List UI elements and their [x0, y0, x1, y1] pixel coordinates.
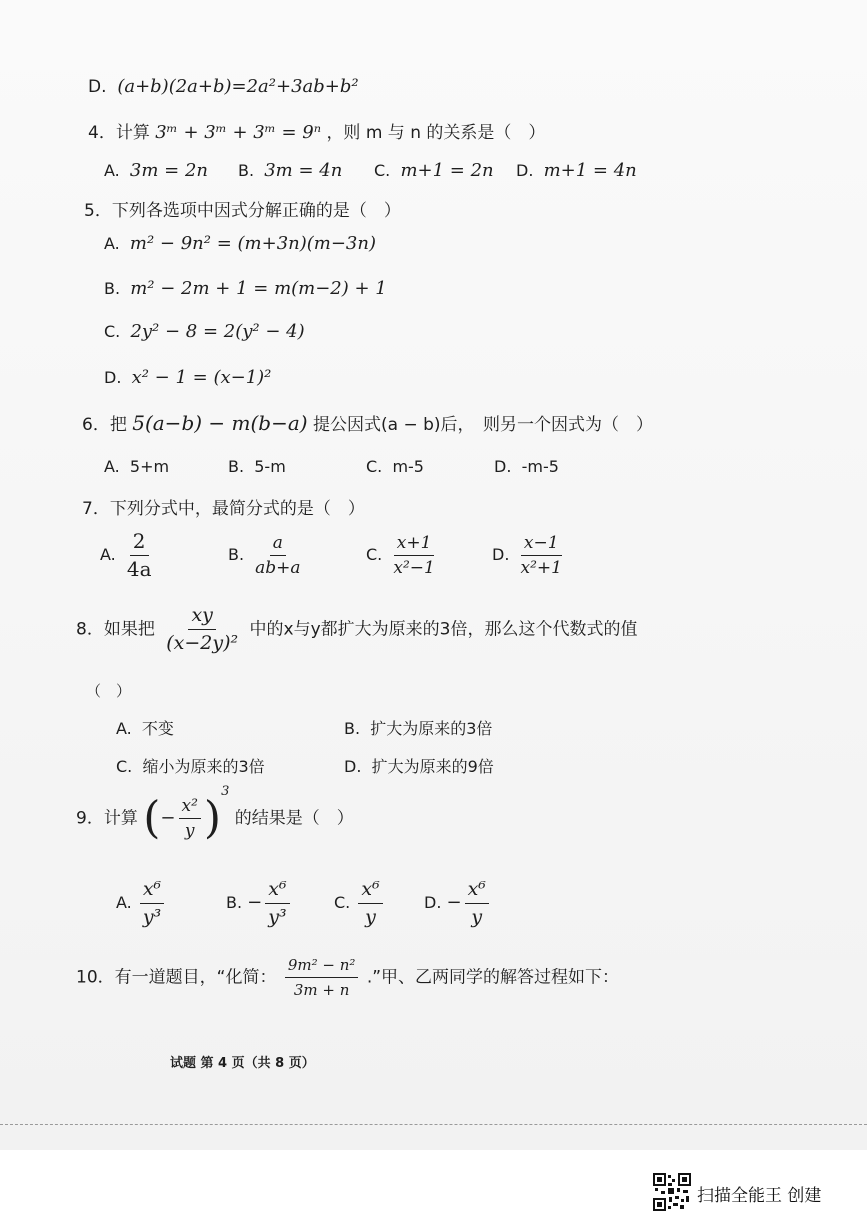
q5-option-b[interactable]: B. m² − 2m + 1 = m(m−2) + 1 — [104, 278, 387, 299]
q5-option-a[interactable]: A. m² − 9n² = (m+3n)(m−3n) — [104, 233, 376, 254]
question-7-stem: 7．下列分式中，最简分式的是（ ） — [82, 499, 365, 519]
fraction: $\frac{2}{4a}$ — [126, 529, 152, 581]
q7-option-b[interactable]: B. $\frac{a}{ab+a}$ — [228, 533, 307, 578]
q6-option-b[interactable]: B. 5-m — [228, 457, 286, 476]
q6-option-c[interactable]: C. m-5 — [366, 457, 424, 476]
q4-option-d[interactable]: D. m+1 = 4n — [516, 160, 637, 181]
q8-option-b[interactable]: B. 扩大为原来的3倍 — [344, 719, 493, 738]
answer-bracket: （ ） — [86, 682, 132, 700]
fraction: $\frac{a}{ab+a}$ — [255, 533, 301, 578]
q9-option-c[interactable]: C. $\frac{\text{x⁶}}{y}$ — [334, 878, 386, 929]
question-9-fraction: $\frac{\text{x²}}{y}$ — [179, 796, 201, 841]
page-footer: 试题 第 4 页（共 8 页） — [170, 1056, 315, 1071]
q8-option-c[interactable]: C. 缩小为原来的3倍 — [116, 757, 265, 776]
fraction: $\frac{x-1}{\text{x²+1}}$ — [520, 533, 562, 578]
question-8-stem: 8．如果把 $\frac{xy}{\text{(x−2y)²}}$ 中的x与y都扩大为原来的3倍，那么这个代数式的值 — [76, 604, 638, 654]
q4-option-b[interactable]: B. 3m = 4n — [238, 160, 343, 181]
q5-option-d[interactable]: D. x² − 1 = (x−1)² — [104, 367, 272, 388]
question-10-fraction: $\frac{\text{9m² − n²}}{3m + n}$ — [285, 955, 359, 1000]
question-10-stem: 10．有一道题目，“化简： $\frac{\text{9m² − n²}}{3m + n}$ .”甲、乙两同学的解答过程如下： — [76, 956, 620, 999]
q4-option-a[interactable]: A. 3m = 2n — [104, 160, 209, 181]
scanner-watermark: 扫描全能王 创建 — [697, 1186, 822, 1206]
question-4-equation: 3ᵐ + 3ᵐ + 3ᵐ = 9ⁿ — [155, 122, 322, 143]
question-6-expression: 5(a−b) − m(b−a) — [132, 411, 308, 435]
q9-option-b[interactable]: B. − $\frac{\text{x⁶}}{\text{y³}}$ — [226, 878, 293, 929]
q6-option-d[interactable]: D. -m-5 — [494, 457, 559, 476]
question-9-stem: 9．计算 (− $\frac{\text{x²}}{y}$ )$^3$ 的结果是（ ） — [76, 783, 354, 844]
q9-option-d[interactable]: D. − $\frac{\text{x⁶}}{y}$ — [424, 878, 492, 929]
page-divider — [0, 1124, 867, 1125]
q8-option-a[interactable]: A. 不变 — [116, 719, 174, 738]
q8-option-d[interactable]: D. 扩大为原来的9倍 — [344, 757, 494, 776]
q9-option-a[interactable]: A. $\frac{\text{x⁶}}{\text{y³}}$ — [116, 878, 167, 929]
fraction: $\frac{\text{x⁶}}{y}$ — [358, 878, 382, 929]
q5-option-c[interactable]: C. 2y² − 8 = 2(y² − 4) — [104, 321, 305, 342]
option-label: D. — [88, 77, 107, 97]
fraction: $\frac{\text{x⁶}}{\text{y³}}$ — [140, 878, 164, 929]
fraction: $\frac{\text{x⁶}}{y}$ — [465, 878, 489, 929]
q7-option-a[interactable]: A. $\frac{2}{4a}$ — [100, 530, 158, 581]
question-4-stem: 4．计算 3ᵐ + 3ᵐ + 3ᵐ = 9ⁿ ，则 m 与 n 的关系是（ ） — [88, 122, 546, 143]
q3-option-d — [88, 76, 359, 97]
fraction: $\frac{x+1}{\text{x²−1}}$ — [393, 533, 435, 578]
q7-option-c[interactable]: C. $\frac{x+1}{\text{x²−1}}$ — [366, 533, 441, 578]
question-8-fraction: $\frac{xy}{\text{(x−2y)²}}$ — [166, 604, 239, 654]
qr-code-icon — [653, 1173, 691, 1211]
question-5-stem: 5．下列各选项中因式分解正确的是（ ） — [84, 201, 401, 221]
q7-option-d[interactable]: D. $\frac{x-1}{\text{x²+1}}$ — [492, 533, 568, 578]
q6-option-a[interactable]: A. 5+m — [104, 457, 170, 476]
q4-option-c[interactable]: C. m+1 = 2n — [374, 160, 494, 181]
option-expression: (a+b)(2a+b)=2a²+3ab+b² — [117, 76, 359, 97]
question-6-stem: 6．把 5(a−b) − m(b−a) 提公因式(a − b)后， 则另一个因式为（ ） — [82, 411, 654, 435]
fraction: $\frac{\text{x⁶}}{\text{y³}}$ — [265, 878, 289, 929]
